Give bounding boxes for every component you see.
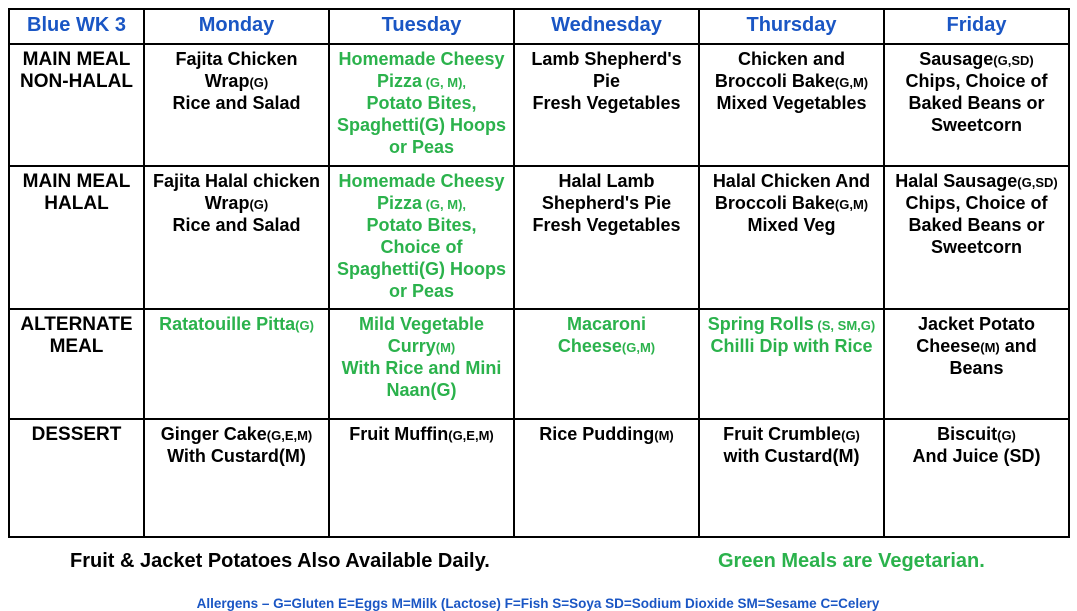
meal-name: Mild Vegetable Curry	[358, 314, 485, 357]
meal-sides: Potato Bites, Spaghetti(G) Hoops or Peas	[337, 92, 506, 157]
meal-cell	[514, 44, 699, 166]
meal-name: Lamb Shepherd's Pie	[531, 49, 682, 91]
meal-name: Homemade Cheesy Pizza	[338, 49, 505, 91]
allergen-code: (G)	[249, 196, 269, 212]
meal-cell	[514, 166, 699, 310]
row-label-alternate-meal: ALTERNATE MEAL	[9, 309, 144, 419]
day-header-wednesday: Wednesday	[514, 9, 699, 44]
meal-sides: Mixed Vegetables	[716, 92, 867, 113]
allergen-key: Allergens – G=Gluten E=Eggs M=Milk (Lactose) F=Fish S=Soya SD=Sodium Dioxide SM=Sesame C=Celery	[196, 596, 880, 611]
meal-cell	[699, 166, 884, 310]
meal-sides: And Juice (SD)	[912, 446, 1041, 467]
allergen-code: (S, SM,G)	[813, 318, 876, 334]
meal-name: Ratatouille Pitta	[159, 314, 296, 335]
meal-cell	[884, 44, 1069, 166]
allergen-code: (M)	[980, 340, 1000, 356]
allergen-code: (G,M)	[834, 196, 869, 212]
meal-cell	[884, 309, 1069, 419]
week-title: Blue WK 3	[9, 9, 144, 44]
meal-sides: Chilli Dip with Rice	[710, 336, 873, 357]
meal-name: Fajita Chicken Wrap	[175, 49, 298, 91]
meal-cell	[884, 419, 1069, 537]
meal-name: Fruit Crumble	[723, 424, 842, 445]
day-header-tuesday: Tuesday	[329, 9, 514, 44]
meal-cell	[699, 419, 884, 537]
allergen-code: (G,M)	[834, 74, 869, 90]
meal-sides: Chips, Choice of Baked Beans or Sweetcorn	[905, 70, 1048, 135]
meal-name: Fruit Muffin	[349, 424, 449, 445]
meal-cell	[144, 419, 329, 537]
meal-cell	[144, 309, 329, 419]
allergen-code: (G)	[841, 428, 860, 444]
day-header-friday: Friday	[884, 9, 1069, 44]
meal-cell	[514, 309, 699, 419]
meal-cell	[699, 44, 884, 166]
meal-name: Spring Rolls	[707, 314, 814, 335]
allergen-code: (G,M)	[621, 340, 656, 356]
meal-name: Sausage	[919, 49, 994, 69]
meal-cell	[699, 309, 884, 419]
footer-note-daily: Fruit & Jacket Potatoes Also Available Daily.	[70, 550, 490, 573]
allergen-code: (G, M),	[421, 196, 467, 212]
meal-sides: Fresh Vegetables	[532, 214, 681, 235]
meal-cell	[329, 166, 514, 310]
meal-name: Halal Sausage	[895, 170, 1018, 191]
allergen-code: (G)	[249, 74, 269, 90]
meal-sides: Rice and Salad	[172, 92, 301, 113]
allergen-code: (M)	[435, 340, 456, 356]
meal-sides: With Rice and Mini Naan(G)	[341, 358, 502, 401]
meal-cell	[144, 166, 329, 310]
table-row	[9, 166, 1069, 310]
table-row	[9, 419, 1069, 537]
meal-name: Ginger Cake	[160, 424, 267, 445]
meal-name: Rice Pudding	[539, 424, 655, 445]
weekly-menu-table	[8, 8, 1070, 538]
meal-sides: Mixed Veg	[747, 214, 836, 235]
meal-name: Homemade Cheesy Pizza	[338, 170, 505, 213]
meal-sides: Chips, Choice of Baked Beans or Sweetcorn	[905, 192, 1048, 257]
meal-sides: With Custard(M)	[167, 446, 306, 467]
allergen-code: (G,SD)	[993, 53, 1034, 68]
meal-cell	[884, 166, 1069, 310]
allergen-code: (G)	[295, 318, 314, 334]
allergen-code: (G, M),	[421, 74, 467, 90]
meal-name: Halal Chicken And Broccoli Bake	[712, 170, 871, 213]
meal-cell	[329, 44, 514, 166]
meal-cell	[329, 419, 514, 537]
row-label-main-meal-halal: MAIN MEAL HALAL	[9, 166, 144, 310]
allergen-code: (M)	[654, 428, 674, 444]
meal-name: Fajita Halal chicken Wrap	[152, 170, 321, 213]
table-header-row	[9, 9, 1069, 44]
meal-sides: Fresh Vegetables	[532, 92, 681, 113]
meal-name: Halal Lamb Shepherd's Pie	[541, 170, 672, 213]
allergen-code: (G,E,M)	[266, 428, 313, 444]
table-row	[9, 44, 1069, 166]
allergen-code: (G,SD)	[1017, 174, 1058, 190]
day-header-monday: Monday	[144, 9, 329, 44]
day-header-thursday: Thursday	[699, 9, 884, 44]
meal-cell	[514, 419, 699, 537]
meal-name: Biscuit	[937, 424, 998, 445]
row-label-main-meal-non-halal: MAIN MEAL NON-HALAL	[9, 44, 144, 166]
footer	[8, 550, 1068, 580]
meal-sides: Rice and Salad	[172, 214, 301, 235]
meal-cell	[144, 44, 329, 166]
row-label-dessert: DESSERT	[9, 419, 144, 537]
meal-sides: with Custard(M)	[723, 446, 860, 467]
meal-name: Chicken and Broccoli Bake	[714, 49, 846, 91]
meal-sides: and Beans	[949, 336, 1037, 379]
table-row	[9, 309, 1069, 419]
footer-note-vegetarian: Green Meals are Vegetarian.	[718, 550, 985, 573]
allergen-code: (G,E,M)	[448, 428, 494, 444]
allergen-code: (G)	[997, 428, 1016, 444]
meal-name: Jacket Potato Cheese	[916, 314, 1036, 357]
meal-name: Macaroni Cheese	[557, 314, 647, 357]
meal-cell	[329, 309, 514, 419]
meal-sides: Potato Bites, Choice of Spaghetti(G) Hoops or Peas	[337, 214, 506, 301]
